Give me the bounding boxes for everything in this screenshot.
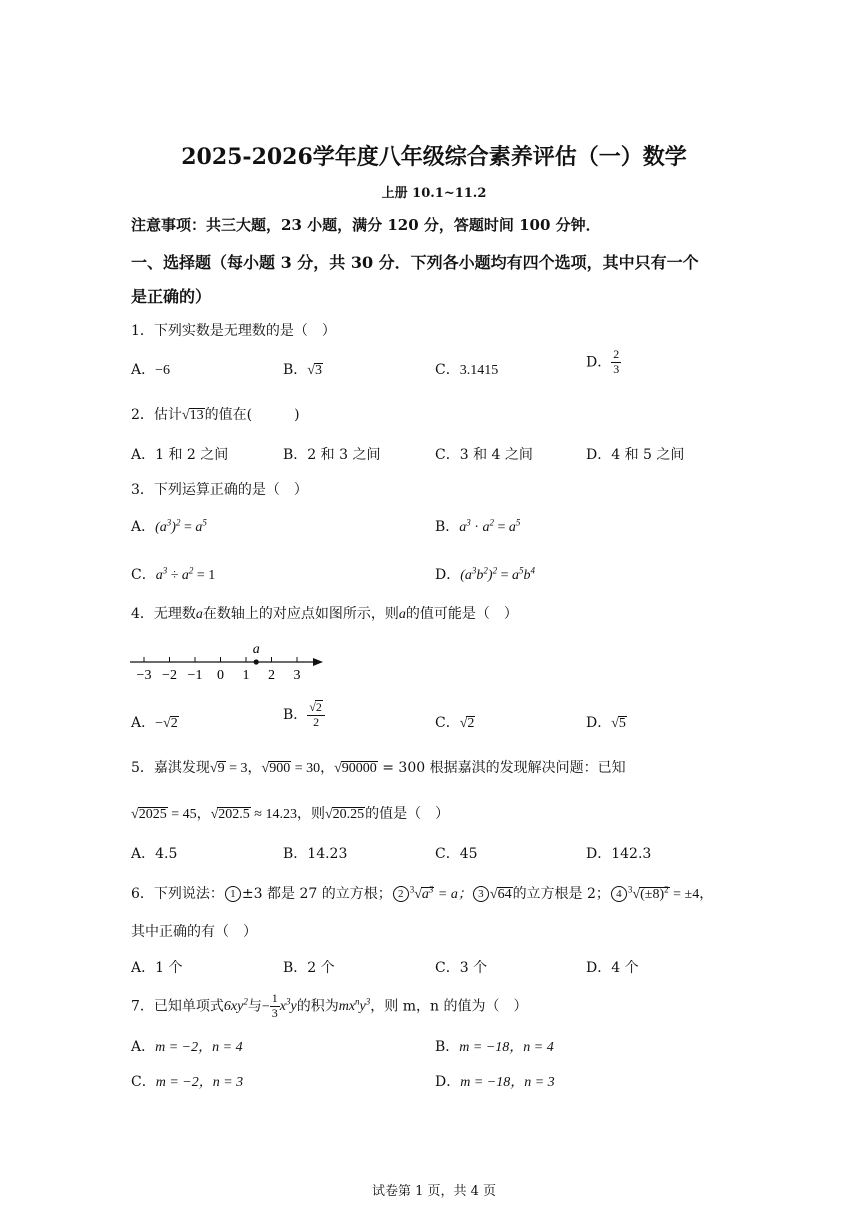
question-2-stem: 2．估计√13的值在( ) (131, 407, 300, 423)
number-line-tick-label: 2 (268, 668, 275, 683)
q4-option-b: B． $\frac{√2}{2}$ (283, 700, 325, 730)
question-4-stem: 4．无理数a在数轴上的对应点如图所示，则a的值可能是（ ） (131, 606, 518, 622)
q3-option-d: D．$(a^3b^2)^2 = a^5b^4$ (435, 565, 535, 583)
question-7-stem: 7．已知单项式$6xy^2$与− $\frac{1}{3}$ $x^3y$的积为$mx^ny^3$，则 m，n 的值为（ ） (131, 991, 528, 1020)
question-3-stem: 3．下列运算正确的是（ ） (131, 482, 308, 498)
q5-option-a: A．4.5 (131, 846, 178, 862)
q7-option-c: C．m = −2，n = 3 (131, 1074, 244, 1090)
number-line-tick-label: 3 (293, 668, 301, 683)
question-1-stem: 1．下列实数是无理数的是（ ） (131, 323, 336, 339)
section-heading-cont: 是正确的） (131, 287, 212, 306)
q3-option-c: C．$a^3 \div a^2 = 1$ (131, 565, 216, 583)
number-line-tick-label: 1 (242, 668, 250, 683)
number-line-tick-label: −2 (162, 668, 177, 683)
q1-option-a: A．−6 (131, 362, 171, 378)
point-a-label: a (252, 642, 260, 657)
number-line-tick-label: −1 (187, 668, 203, 683)
notice: 注意事项：共三大题，23 小题，满分 120 分，答题时间 100 分钟． (131, 216, 601, 234)
q6-option-d: D．4 个 (586, 960, 639, 976)
q2-option-b: B．2 和 3 之间 (283, 447, 381, 463)
page-footer: 试卷第 1 页，共 4 页 (371, 1184, 497, 1199)
page-title: 2025-2026学年度八年级综合素养评估（一）数学 (181, 144, 687, 170)
q1-option-b: B．√3 (283, 362, 322, 378)
q6-option-a: A．1 个 (131, 960, 183, 976)
q6-option-b: B．2 个 (283, 960, 335, 976)
q5-option-b: B．14.23 (283, 846, 348, 862)
q4-option-c: C．√2 (435, 715, 475, 731)
question-6-stem-line2: 其中正确的有（ ） (131, 924, 257, 940)
q3-option-b: B．$a^3 \cdot a^2 = a^5$ (435, 517, 521, 535)
q5-option-c: C．45 (435, 846, 478, 862)
q1-option-c: C．3.1415 (435, 362, 499, 378)
question-5-stem-line1: 5．嘉淇发现√9 = 3，√900 = 30，√90000 = 300 根据嘉淇的发现解决问题：已知 (131, 760, 626, 776)
section-heading: 一、选择题（每小题 3 分，共 30 分．下列各小题均有四个选项，其中只有一个 (131, 253, 699, 272)
q6-option-c: C．3 个 (435, 960, 488, 976)
point-a (254, 659, 259, 664)
number-line-arrow (313, 658, 323, 666)
question-5-stem-line2: √2025 = 45，√202.5 ≈ 14.23，则√20.25的值是（ ） (131, 806, 450, 822)
number-line (128, 642, 328, 684)
question-6-stem-line1: 6．下列说法： 1 ±3 都是 27 的立方根； 2 $^3√a^3 = a$； 3 √64的立方根是 2； 4 $^3√(\pm 8)^2 = \pm 4$， (131, 884, 714, 902)
q2-option-d: D．4 和 5 之间 (586, 447, 685, 463)
q2-option-c: C．3 和 4 之间 (435, 447, 533, 463)
q7-option-d: D．m = −18，n = 3 (435, 1074, 555, 1090)
q4-option-d: D．√5 (586, 715, 626, 731)
q4-option-a: A．−√2 (131, 715, 178, 731)
page-subtitle: 上册 10.1~11.2 (381, 186, 487, 201)
q7-option-b: B．m = −18，n = 4 (435, 1039, 554, 1055)
q1-option-d: D． $\frac{2}{3}$ (586, 347, 620, 376)
q7-option-a: A．m = −2，n = 4 (131, 1039, 243, 1055)
number-line-tick-label: −3 (136, 668, 152, 683)
q5-option-d: D．142.3 (586, 846, 652, 862)
q3-option-a: A．$(a^3)^2 = a^5$ (131, 517, 207, 535)
number-line-tick-label: 0 (217, 668, 224, 683)
q2-option-a: A．1 和 2 之间 (131, 447, 229, 463)
